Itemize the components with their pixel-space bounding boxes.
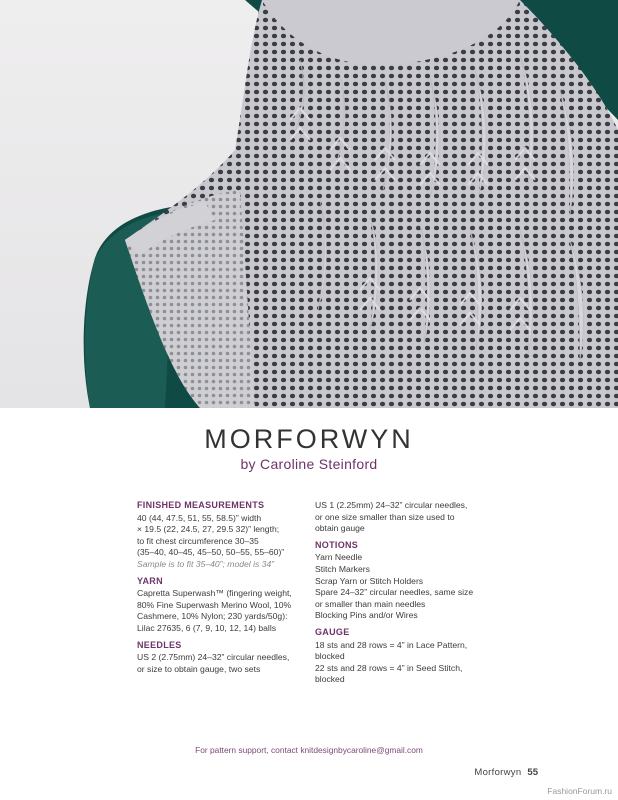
spec-line: Blocking Pins and/or Wires (315, 610, 418, 621)
support-email-link[interactable]: knitdesignbycaroline@gmail.com (300, 745, 423, 755)
designer-byline: by Caroline Steinford (240, 456, 378, 472)
spec-line: Spare 24–32” circular needles, same size (315, 587, 474, 598)
spec-line: US 1 (2.25mm) 24–32” circular needles, (315, 500, 468, 510)
spec-line: × 19.5 (22, 24.5, 27, 29.5 32)” length; (137, 524, 280, 535)
spec-line: to fit chest circumference 30–35 (137, 535, 259, 546)
section-heading: YARN (137, 575, 163, 586)
spec-line: blocked (315, 674, 345, 685)
spec-line: 80% Fine Superwash Merino Wool, 10% (137, 599, 292, 610)
page-number: 55 (527, 767, 538, 778)
spec-line: (35–40, 40–45, 45–50, 50–55, 55–60)” (137, 547, 285, 558)
pattern-title: MORFORWYN (204, 424, 414, 454)
sample-note: Sample is to fit 35–40”; model is 34” (137, 558, 275, 569)
support-prefix: For pattern support, contact (195, 745, 298, 755)
specs-left-column (137, 500, 309, 680)
gauge-section (315, 627, 490, 686)
pattern-support-line (0, 745, 618, 755)
yarn-section (137, 576, 309, 635)
spec-line: or one size smaller than size used to (315, 511, 455, 522)
section-heading: NOTIONS (315, 539, 359, 550)
needles-section (137, 640, 309, 676)
spec-line: Yarn Needle (315, 552, 363, 563)
spec-line: Scrap Yarn or Stitch Holders (315, 575, 424, 586)
notions-section (315, 540, 490, 622)
spec-line: US 2 (2.75mm) 24–32” circular needles, (137, 652, 290, 663)
section-heading: GAUGE (315, 626, 350, 637)
site-watermark: FashionForum.ru (547, 786, 612, 796)
spec-line: Cashmere, 10% Nylon; 230 yards/50g): (137, 611, 288, 622)
spec-line: Stitch Markers (315, 563, 370, 574)
section-heading: NEEDLES (137, 639, 182, 650)
spec-line: Lilac 27635, 6 (7, 9, 10, 12, 14) balls (137, 622, 277, 633)
spec-line: or smaller than main needles (315, 598, 426, 609)
spec-line: obtain gauge (315, 523, 365, 534)
folio-pattern-name: Morforwyn (474, 767, 522, 778)
needles-continued (315, 500, 490, 535)
specs-right-column (315, 500, 490, 691)
spec-line: blocked (315, 651, 345, 662)
finished-measurements-section (137, 500, 309, 571)
spec-line: 18 sts and 28 rows = 4” in Lace Pattern, (315, 639, 468, 650)
page-folio (474, 767, 538, 778)
section-heading: FINISHED MEASUREMENTS (137, 500, 265, 510)
spec-line: 22 sts and 28 rows = 4” in Seed Stitch, (315, 662, 463, 673)
spec-line: or size to obtain gauge, two sets (137, 663, 261, 674)
spec-line: 40 (44, 47.5, 51, 55, 58.5)” width (137, 512, 262, 523)
spec-line: Capretta Superwash™ (fingering weight, (137, 588, 292, 599)
